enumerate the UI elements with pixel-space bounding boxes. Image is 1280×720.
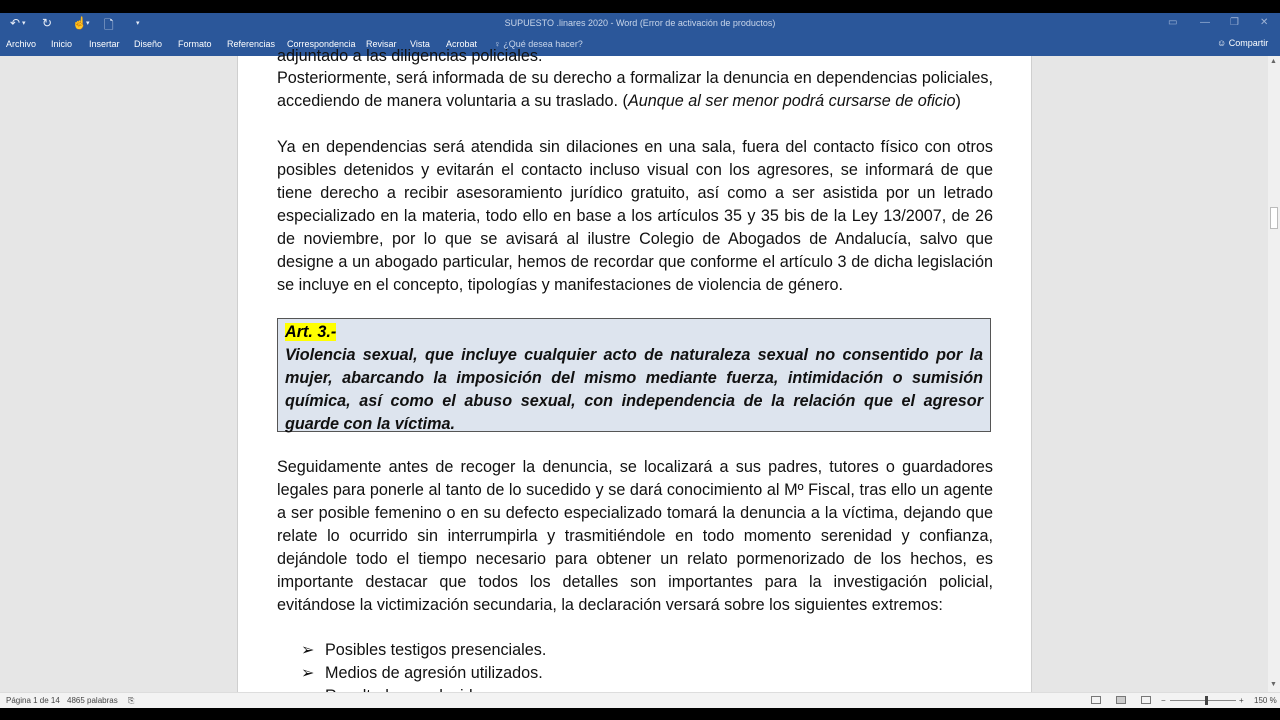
vertical-scrollbar[interactable]: [1268, 56, 1280, 692]
document-page[interactable]: [237, 47, 1032, 696]
ribbon-display-icon[interactable]: ▭: [1168, 17, 1178, 28]
paragraph-1-text: Posteriormente, será informada de su derecho a formalizar la denuncia en dependencias policiales, accediendo de manera voluntaria a su traslado. (: [277, 69, 993, 110]
tab-insertar[interactable]: Insertar: [89, 39, 120, 49]
print-layout-icon[interactable]: [1116, 696, 1126, 704]
zoom-slider-thumb[interactable]: [1205, 696, 1208, 705]
paragraph-3: Seguidamente antes de recoger la denuncia, se localizará a sus padres, tutores o guardadores legales para ponerle al tanto de lo sucedido y se dará conocimiento al Mº Fiscal, tras ello un agente a ser posible femenino o en su defecto especializado tomará la denuncia a la víctima, dejando que relate lo ocurrido sin interrumpirla y trasmitiéndole en todo momento serenidad y confianza, dejándole todo el tiempo necesario para obtener un relato pormenorizado de los hechos, es importante destacar que todos los detalles son importantes para la investigación policial, evitándose la victimización secundaria, la declaración versará sobre los siguientes extremos:: [277, 458, 993, 614]
zoom-slider[interactable]: [1170, 700, 1236, 701]
bullet-item: [301, 662, 543, 685]
scroll-up-icon[interactable]: ▲: [1270, 58, 1277, 65]
tab-vista[interactable]: Vista: [410, 39, 430, 49]
article-box: [277, 318, 991, 432]
article-title-text: Art. 3.-: [285, 323, 337, 341]
zoom-in-icon[interactable]: +: [1239, 696, 1244, 705]
paragraph-1: [277, 67, 993, 113]
tab-formato[interactable]: Formato: [178, 39, 212, 49]
share-button[interactable]: [1217, 38, 1268, 48]
paragraph-cut: adjuntado a las diligencias policiales.: [277, 47, 543, 65]
article-text: Violencia sexual, que incluye cualquier acto de naturaleza sexual no consentido por la mujer, abarcando la imposición del mismo mediante fuerza, intimidación o sumisión química, así como el abuso sexual, con independencia de la relación que el agresor guarde con la víctima.: [285, 346, 983, 433]
scroll-down-icon[interactable]: ▼: [1270, 681, 1277, 688]
paragraph-2: Ya en dependencias será atendida sin dilaciones en una sala, fuera del contacto físico con otros posibles detenidos y evitarán el contacto incluso visual con los agresores, se informará de que tiene derecho a recibir asesoramiento jurídico gratuito, así como a ser asistida por un letrado especializado en la materia, todo ello en base a los artículos 35 y 35 bis de la Ley 13/2007, de 26 de noviembre, por lo que se avisará al ilustre Colegio de Abogados de Andalucía, salvo que designe a un abogado particular, hemos de recordar que conforme el artículo 3 de dicha legislación se incluye en el concepto, tipologías y manifestaciones de violencia de género.: [277, 138, 993, 294]
bullet-item: [301, 639, 546, 662]
redo-icon[interactable]: ↻: [42, 16, 53, 30]
web-layout-icon[interactable]: [1141, 696, 1151, 704]
undo-dropdown-icon[interactable]: ▾: [22, 20, 26, 27]
word-window: [0, 13, 1280, 707]
article-title: [285, 321, 983, 344]
zoom-level[interactable]: 150 %: [1254, 696, 1277, 705]
arrow-bullet-icon: ➢: [301, 641, 315, 659]
proofing-icon[interactable]: ⎘: [128, 696, 135, 705]
customize-qat-icon[interactable]: ▾: [136, 20, 140, 27]
tab-acrobat[interactable]: Acrobat: [446, 39, 478, 49]
bullet-text: Medios de agresión utilizados.: [325, 664, 543, 682]
tell-me-label: ¿Qué desea hacer?: [503, 39, 583, 49]
tab-archivo[interactable]: Archivo: [6, 39, 37, 49]
paragraph-1-italic: Aunque al ser menor podrá cursarse de oficio: [627, 92, 956, 110]
lightbulb-icon: ♀: [494, 39, 501, 49]
status-bar: [0, 692, 1280, 708]
touch-dropdown-icon[interactable]: ▾: [86, 20, 90, 27]
restore-icon[interactable]: ❐: [1230, 17, 1239, 28]
title-bar: [0, 13, 1280, 35]
tab-correspondencia[interactable]: Correspondencia: [287, 39, 356, 49]
paragraph-1-close: ): [955, 92, 961, 110]
document-area: [0, 47, 1268, 692]
share-label: Compartir: [1228, 38, 1269, 48]
new-document-icon[interactable]: 🗋: [104, 18, 114, 32]
person-icon: ☺: [1217, 38, 1227, 48]
undo-icon[interactable]: ↶: [10, 16, 21, 30]
zoom-out-icon[interactable]: −: [1161, 696, 1166, 705]
tab-revisar[interactable]: Revisar: [366, 39, 397, 49]
scroll-thumb[interactable]: [1270, 207, 1278, 229]
minimize-icon[interactable]: —: [1200, 17, 1210, 28]
arrow-bullet-icon: ➢: [301, 664, 315, 682]
tab-inicio[interactable]: Inicio: [51, 39, 73, 49]
read-mode-icon[interactable]: [1091, 696, 1101, 704]
bullet-text: Posibles testigos presenciales.: [325, 641, 547, 659]
page-count[interactable]: Página 1 de 14: [6, 696, 60, 705]
word-count[interactable]: 4865 palabras: [67, 696, 118, 705]
touch-mode-icon[interactable]: ☝: [72, 16, 87, 30]
window-title: SUPUESTO .linares 2020 - Word (Error de activación de productos): [504, 18, 776, 28]
close-icon[interactable]: ✕: [1260, 17, 1269, 28]
tab-diseno[interactable]: Diseño: [134, 39, 163, 49]
tab-referencias[interactable]: Referencias: [227, 39, 276, 49]
